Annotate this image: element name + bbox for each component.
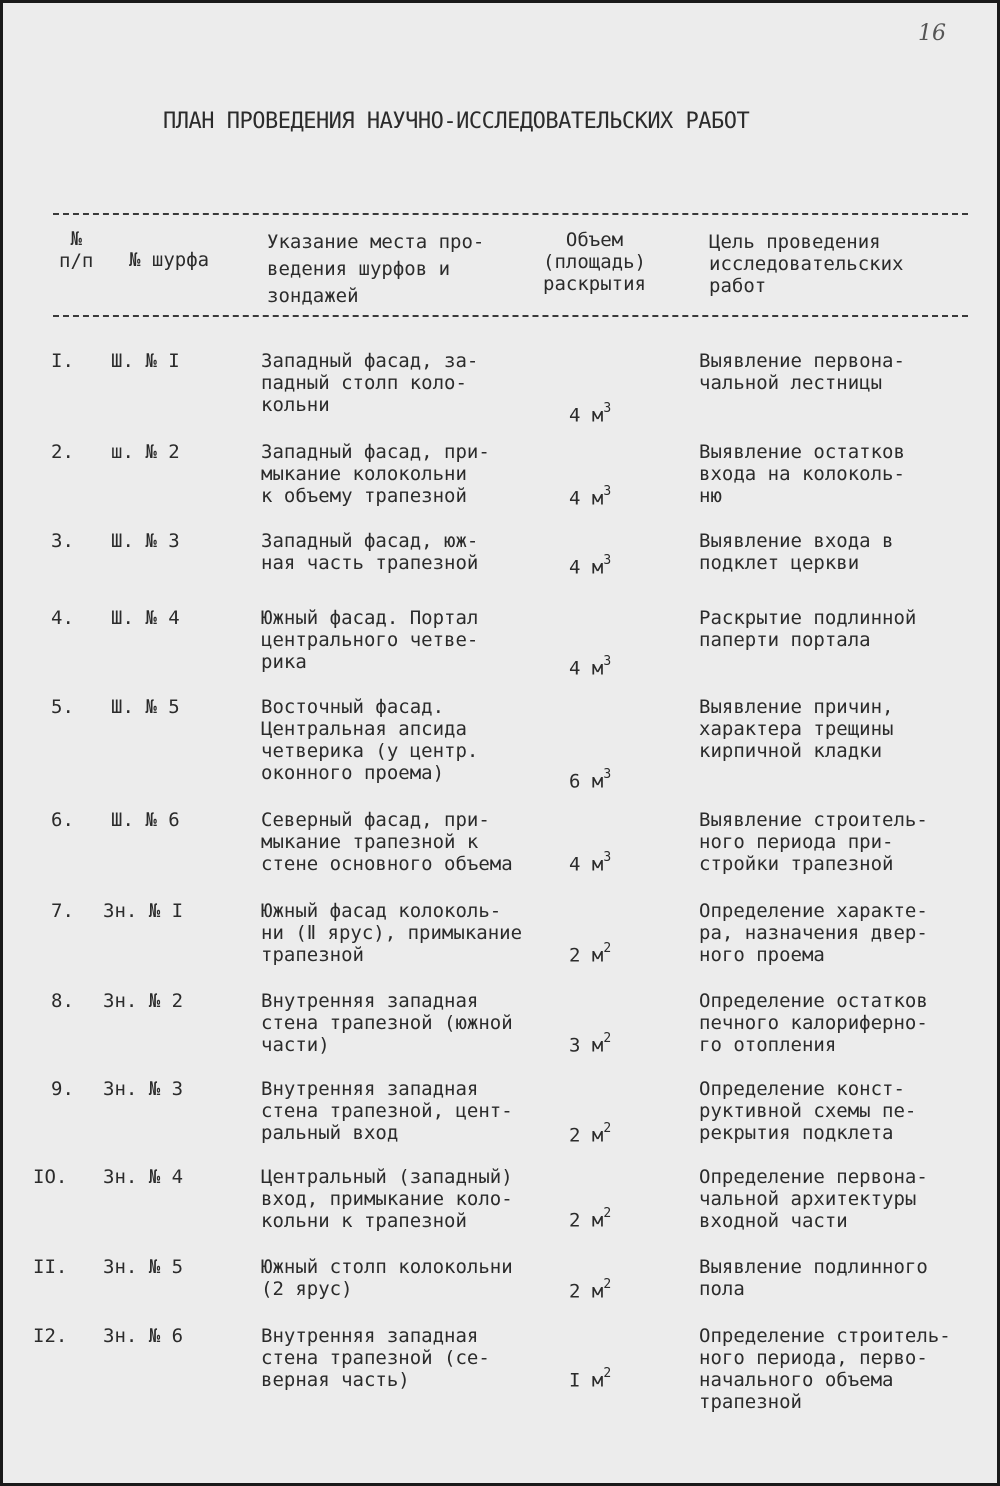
document-page — [3, 3, 997, 1483]
location-text: Внутренняя западная стена трапезной (южной части) — [261, 990, 513, 1056]
volume-unit-exponent: 3 — [603, 767, 612, 782]
volume-value — [569, 653, 611, 679]
volume-value — [569, 940, 611, 966]
row-number: 9. — [51, 1078, 74, 1100]
shurf-id: ш. № 2 — [111, 441, 180, 463]
location-text: Северный фасад, при- мыкание трапезной к стене основного объема — [261, 809, 513, 875]
goal-text: Раскрытие подлинной паперти портала — [699, 607, 917, 651]
location-text: Южный столп колокольни (2 ярус) — [261, 1256, 513, 1300]
row-number: 2. — [51, 441, 74, 463]
volume-unit-exponent: 3 — [603, 850, 612, 865]
goal-text: Выявление входа в подклет церкви — [699, 530, 894, 574]
location-text: Внутренняя западная стена трапезной, цент- ральный вход — [261, 1078, 513, 1144]
shurf-id: Зн. № 6 — [103, 1325, 184, 1347]
location-text: Южный фасад колоколь- ни (Ⅱ ярус), примыкание трапезной — [261, 900, 523, 966]
row-number: I. — [51, 350, 74, 372]
goal-text: Выявление причин, характера трещины кирпичной кладки — [699, 696, 894, 762]
row-number: 5. — [51, 696, 74, 718]
shurf-id: Зн. № 5 — [103, 1256, 184, 1278]
volume-amount: 4 м — [569, 657, 604, 680]
volume-unit-exponent: 2 — [603, 941, 612, 956]
location-text: Восточный фасад. Центральная апсида четверика (у центр. оконного проема) — [261, 696, 479, 784]
row-number: I2. — [33, 1325, 68, 1347]
volume-unit-exponent: 2 — [603, 1121, 612, 1136]
header-goal: Цель проведения исследовательских работ — [709, 231, 904, 297]
volume-amount: 4 м — [569, 487, 604, 510]
volume-unit-exponent: 2 — [603, 1206, 612, 1221]
goal-text: Выявление первона- чальной лестницы — [699, 350, 905, 394]
volume-amount: 4 м — [569, 556, 604, 579]
goal-text: Выявление подлинного пола — [699, 1256, 928, 1300]
volume-amount: 2 м — [569, 1280, 604, 1303]
volume-amount: 2 м — [569, 1124, 604, 1147]
volume-amount: 4 м — [569, 853, 604, 876]
header-top-rule — [53, 213, 968, 215]
row-number: 6. — [51, 809, 74, 831]
location-text: Западный фасад, при- мыкание колокольни к объему трапезной — [261, 441, 490, 507]
header-place: Указание места про- ведения шурфов и зондажей — [267, 231, 485, 307]
header-shurf: № шурфа — [129, 249, 210, 271]
volume-unit-exponent: 2 — [603, 1277, 612, 1292]
goal-text: Выявление строитель- ного периода при- стройки трапезной — [699, 809, 928, 875]
page-title: ПЛАН ПРОВЕДЕНИЯ НАУЧНО-ИССЛЕДОВАТЕЛЬСКИХ РАБОТ — [163, 109, 750, 134]
volume-value — [569, 1276, 611, 1302]
volume-value — [569, 1365, 611, 1391]
volume-value — [569, 766, 611, 792]
volume-amount: 2 м — [569, 944, 604, 967]
volume-unit-exponent: 3 — [603, 654, 612, 669]
row-number: II. — [33, 1256, 68, 1278]
shurf-id: Зн. № 3 — [103, 1078, 184, 1100]
shurf-id: Ш. № 6 — [111, 809, 180, 831]
volume-amount: 3 м — [569, 1034, 604, 1057]
shurf-id: Ш. № 3 — [111, 530, 180, 552]
row-number: 4. — [51, 607, 74, 629]
location-text: Западный фасад, за- падный столп коло- кольни — [261, 350, 479, 416]
shurf-id: Ш. № I — [111, 350, 180, 372]
volume-amount: I м — [569, 1369, 604, 1392]
volume-amount: 2 м — [569, 1209, 604, 1232]
location-text: Южный фасад. Портал центрального четве- рика — [261, 607, 479, 673]
volume-value — [569, 483, 611, 509]
location-text: Внутренняя западная стена трапезной (се- верная часть) — [261, 1325, 490, 1391]
volume-unit-exponent: 3 — [603, 484, 612, 499]
page-number: 16 — [918, 21, 946, 46]
row-number: 7. — [51, 900, 74, 922]
volume-value — [569, 1030, 611, 1056]
volume-unit-exponent: 2 — [603, 1031, 612, 1046]
shurf-id: Зн. № 2 — [103, 990, 184, 1012]
location-text: Западный фасад, юж- ная часть трапезной — [261, 530, 479, 574]
volume-value — [569, 1120, 611, 1146]
row-number: 8. — [51, 990, 74, 1012]
shurf-id: Ш. № 5 — [111, 696, 180, 718]
header-num: № п/п — [59, 228, 94, 272]
volume-value — [569, 400, 611, 426]
shurf-id: Ш. № 4 — [111, 607, 180, 629]
goal-text: Определение остатков печного калориферно- го отопления — [699, 990, 928, 1056]
goal-text: Определение строитель- ного периода, перво- начального объема трапезной — [699, 1325, 951, 1413]
shurf-id: Зн. № I — [103, 900, 184, 922]
header-volume: Объем (площадь) раскрытия — [543, 229, 646, 295]
volume-value — [569, 552, 611, 578]
volume-unit-exponent: 3 — [603, 401, 612, 416]
goal-text: Определение конст- руктивной схемы пе- рекрытия подклета — [699, 1078, 917, 1144]
volume-value — [569, 1205, 611, 1231]
goal-text: Выявление остатков входа на колоколь- ню — [699, 441, 905, 507]
volume-amount: 4 м — [569, 404, 604, 427]
row-number: 3. — [51, 530, 74, 552]
location-text: Центральный (западный) вход, примыкание коло- кольни к трапезной — [261, 1166, 513, 1232]
volume-unit-exponent: 3 — [603, 553, 612, 568]
header-bottom-rule — [53, 315, 968, 317]
goal-text: Определение характе- ра, назначения двер- ного проема — [699, 900, 928, 966]
row-number: IO. — [33, 1166, 68, 1188]
volume-value — [569, 849, 611, 875]
volume-amount: 6 м — [569, 770, 604, 793]
goal-text: Определение первона- чальной архитектуры входной части — [699, 1166, 928, 1232]
volume-unit-exponent: 2 — [603, 1366, 612, 1381]
shurf-id: Зн. № 4 — [103, 1166, 184, 1188]
